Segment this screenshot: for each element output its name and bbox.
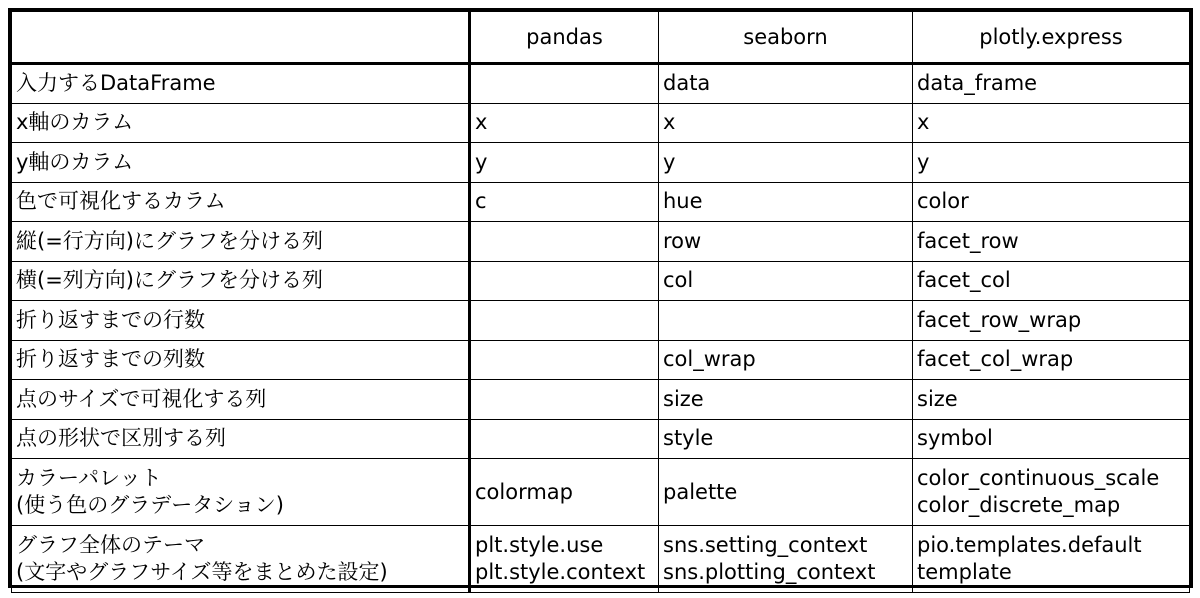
header-plotly-express: plotly.express (913, 12, 1190, 64)
cell-text: (文字やグラフサイズ等をまとめた設定) (16, 560, 388, 584)
cell-text: 点のサイズで可視化する列 (16, 386, 267, 411)
plotly-cell (913, 459, 1190, 526)
header-pandas: pandas (470, 12, 659, 64)
seaborn-cell (659, 340, 913, 380)
table-row (12, 222, 1190, 262)
table-row (12, 103, 1190, 143)
cell-text: plt.style.context (475, 560, 646, 584)
cell-text: data (663, 71, 711, 96)
row-label-cell (12, 64, 470, 104)
row-label-cell (12, 103, 470, 143)
cell-text: row (663, 228, 702, 253)
table-row (12, 143, 1190, 183)
pandas-cell (470, 182, 659, 222)
header-seaborn: seaborn (659, 12, 913, 64)
pandas-cell (470, 143, 659, 183)
cell-text: template (917, 560, 1012, 584)
comparison-table (11, 11, 1190, 593)
cell-text: facet_col_wrap (917, 347, 1074, 372)
seaborn-cell (659, 222, 913, 262)
cell-text: facet_col (917, 268, 1011, 293)
row-label-cell (12, 340, 470, 380)
row-label-cell (12, 301, 470, 341)
plotly-cell (913, 419, 1190, 459)
pandas-cell (470, 340, 659, 380)
cell-text: 横(=列方向)にグラフを分ける列 (16, 268, 323, 293)
seaborn-cell (659, 380, 913, 420)
cell-text: y (475, 149, 488, 174)
seaborn-cell (659, 261, 913, 301)
plotly-cell (913, 64, 1190, 104)
pandas-cell (470, 526, 659, 593)
cell-text: 色で可視化するカラム (16, 189, 226, 214)
plotly-cell (913, 261, 1190, 301)
cell-text: 点の形状で区別する列 (16, 426, 226, 451)
cell-text: palette (663, 479, 738, 504)
pandas-cell (470, 301, 659, 341)
cell-text: symbol (917, 426, 993, 451)
plotly-cell (913, 222, 1190, 262)
cell-text: color_continuous_scale (917, 466, 1160, 490)
plotly-cell (913, 340, 1190, 380)
seaborn-cell (659, 419, 913, 459)
cell-text: sns.setting_context (663, 533, 868, 557)
cell-text: style (663, 426, 714, 451)
cell-text: size (663, 386, 704, 411)
row-label-cell (12, 526, 470, 593)
row-label-cell (12, 182, 470, 222)
cell-text: color (917, 189, 969, 214)
cell-text: colormap (475, 479, 573, 504)
header-corner (12, 12, 470, 64)
pandas-cell (470, 459, 659, 526)
cell-text: size (917, 386, 958, 411)
seaborn-cell (659, 103, 913, 143)
row-label-cell (12, 222, 470, 262)
cell-text: 折り返すまでの列数 (16, 347, 205, 372)
pandas-cell (470, 261, 659, 301)
cell-text: c (475, 189, 487, 214)
cell-text: y (917, 149, 930, 174)
header-row (12, 12, 1190, 64)
cell-text: sns.plotting_context (663, 560, 876, 584)
cell-text: facet_row (917, 228, 1019, 253)
seaborn-cell (659, 459, 913, 526)
cell-text: グラフ全体のテーマ (16, 533, 205, 557)
pandas-cell (470, 419, 659, 459)
row-label-cell (12, 459, 470, 526)
pandas-cell (470, 222, 659, 262)
row-label-cell (12, 380, 470, 420)
cell-text: x (663, 110, 676, 135)
cell-text: (使う色のグラデータション) (16, 493, 284, 517)
table-row (12, 526, 1190, 593)
table-row (12, 64, 1190, 104)
cell-text: col (663, 268, 694, 293)
cell-text: data_frame (917, 71, 1038, 96)
cell-text: 縦(=行方向)にグラフを分ける列 (16, 228, 323, 253)
table-row (12, 459, 1190, 526)
cell-text: 入力するDataFrame (16, 71, 216, 96)
cell-text: plt.style.use (475, 533, 604, 557)
plotly-cell (913, 143, 1190, 183)
cell-text: y軸のカラム (16, 149, 134, 174)
pandas-cell (470, 64, 659, 104)
seaborn-cell (659, 526, 913, 593)
plotly-cell (913, 182, 1190, 222)
table-row (12, 380, 1190, 420)
seaborn-cell (659, 143, 913, 183)
cell-text: カラーパレット (16, 466, 162, 490)
table-row (12, 261, 1190, 301)
row-label-cell (12, 261, 470, 301)
cell-text: y (663, 149, 676, 174)
cell-text: x (917, 110, 930, 135)
comparison-table-frame (8, 8, 1193, 588)
table-row (12, 301, 1190, 341)
cell-text: x (475, 110, 488, 135)
plotly-cell (913, 380, 1190, 420)
plotly-cell (913, 301, 1190, 341)
seaborn-cell (659, 64, 913, 104)
cell-text: hue (663, 189, 703, 214)
table-row (12, 182, 1190, 222)
pandas-cell (470, 380, 659, 420)
plotly-cell (913, 103, 1190, 143)
seaborn-cell (659, 301, 913, 341)
seaborn-cell (659, 182, 913, 222)
plotly-cell (913, 526, 1190, 593)
cell-text: facet_row_wrap (917, 307, 1082, 332)
table-row (12, 419, 1190, 459)
row-label-cell (12, 419, 470, 459)
row-label-cell (12, 143, 470, 183)
cell-text: col_wrap (663, 347, 756, 372)
cell-text: pio.templates.default (917, 533, 1142, 557)
cell-text: 折り返すまでの行数 (16, 307, 205, 332)
cell-text: x軸のカラム (16, 110, 134, 135)
cell-text: color_discrete_map (917, 493, 1121, 517)
table-row (12, 340, 1190, 380)
pandas-cell (470, 103, 659, 143)
